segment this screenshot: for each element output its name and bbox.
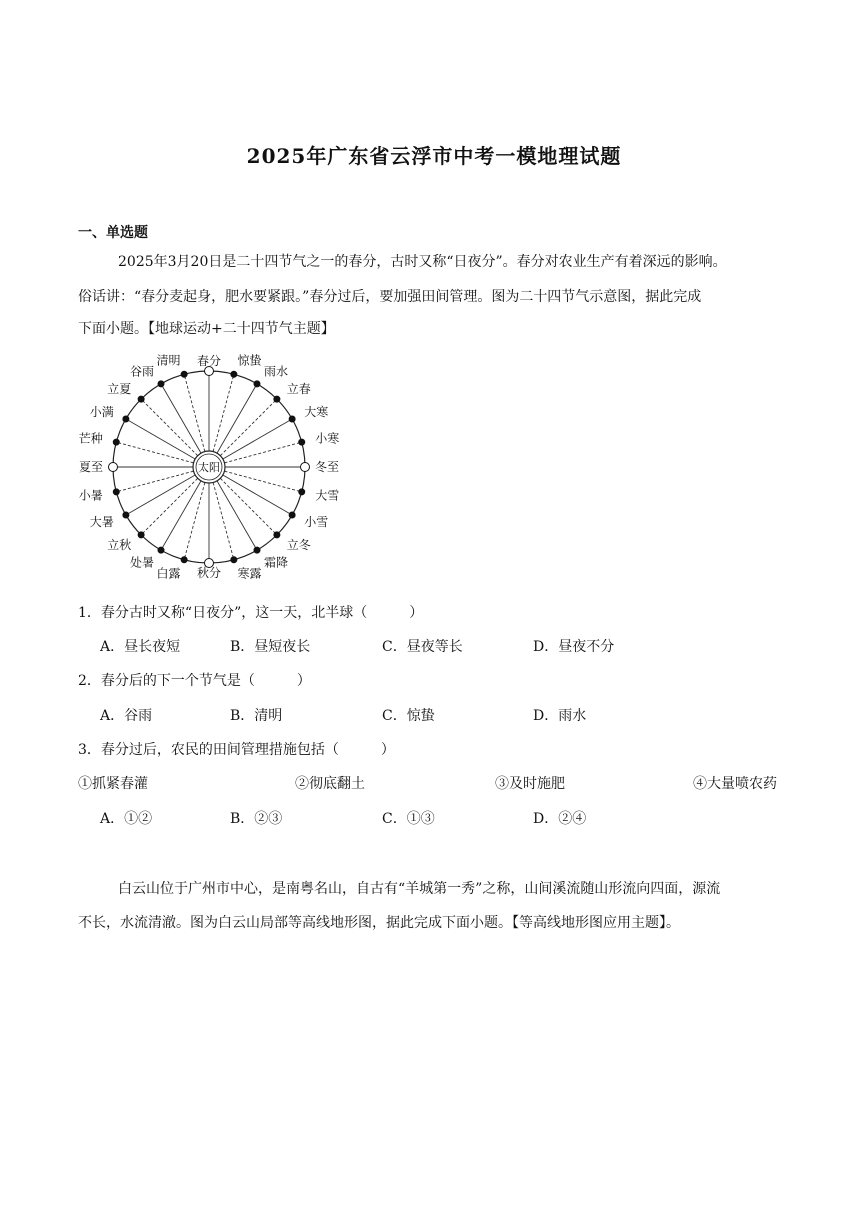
spoke-line — [213, 482, 234, 559]
term-label: 夏至 — [78, 460, 103, 474]
term-dot — [231, 557, 237, 563]
spoke-line — [220, 399, 277, 456]
page-title: 2025年广东省云浮市中考一模地理试题 — [246, 144, 622, 168]
spoke-line — [184, 482, 205, 559]
passage1-line-1: 2025年3月20日是二十四节气之一的春分，古时又称“日夜分”。春分对农业生产有着深远的影响。 — [118, 254, 727, 270]
q3-item-3: ③及时施肥 — [495, 776, 565, 792]
term-dot — [181, 371, 187, 377]
term-dot — [254, 547, 260, 553]
q2-option-d[interactable]: D．雨水 — [533, 708, 587, 724]
term-dot — [289, 512, 295, 518]
term-dot — [138, 532, 144, 538]
term-label: 雨水 — [264, 364, 289, 379]
term-dot — [123, 512, 129, 518]
term-dot — [301, 463, 310, 472]
question-3-stem: 3．春分过后，农民的田间管理措施包括（ ） — [78, 742, 395, 758]
spoke-line — [141, 399, 198, 456]
term-label: 立冬 — [286, 537, 311, 552]
term-label: 立夏 — [107, 382, 132, 397]
term-dot — [113, 439, 119, 445]
sun-label: 太阳 — [198, 461, 220, 474]
q1-option-d[interactable]: D．昼夜不分 — [533, 639, 615, 655]
term-dot — [181, 557, 187, 563]
term-dot — [158, 381, 164, 387]
term-label: 惊蛰 — [237, 353, 262, 368]
term-label: 白露 — [156, 566, 181, 581]
section-heading: 一、单选题 — [78, 225, 148, 241]
term-dot — [231, 371, 237, 377]
term-label: 小暑 — [78, 488, 103, 503]
term-dot — [113, 489, 119, 495]
q1-option-a[interactable]: A．昼长夜短 — [100, 639, 181, 655]
term-label: 大雪 — [315, 488, 340, 503]
term-dot — [109, 463, 118, 472]
q3-option-a[interactable]: A．①② — [100, 811, 153, 827]
term-label: 冬至 — [315, 460, 340, 474]
question-2-stem: 2．春分后的下一个节气是（ ） — [78, 673, 311, 689]
q3-item-4: ④大量喷农药 — [693, 776, 777, 792]
passage2-line-2: 不长，水流清澈。图为白云山局部等高线地形图，据此完成下面小题。【等高线地形图应用主题】。 — [78, 915, 680, 931]
term-label: 大暑 — [89, 515, 114, 529]
q3-item-2: ②彻底翻土 — [295, 776, 365, 792]
q2-option-c[interactable]: C．惊蛰 — [382, 708, 435, 724]
spoke-line — [184, 374, 205, 451]
term-dot — [299, 439, 305, 445]
passage2-line-1: 白云山位于广州市中心，是南粤名山，自古有“羊城第一秀”之称，山间溪流随山形流向四面，源流 — [118, 881, 721, 897]
term-label: 清明 — [156, 353, 181, 368]
spoke-line — [116, 442, 193, 463]
term-label: 寒露 — [237, 566, 262, 581]
term-dot — [289, 416, 295, 422]
q3-option-d[interactable]: D．②④ — [533, 811, 587, 827]
q2-option-a[interactable]: A．谷雨 — [100, 708, 153, 724]
term-dot — [274, 396, 280, 402]
spoke-line — [213, 374, 234, 451]
spoke-line — [224, 471, 301, 492]
q1-option-b[interactable]: B．昼短夜长 — [230, 639, 311, 655]
q1-option-c[interactable]: C．昼夜等长 — [382, 639, 463, 655]
q2-option-b[interactable]: B．清明 — [230, 708, 283, 724]
term-dot — [299, 489, 305, 495]
spoke-line — [224, 442, 301, 463]
term-label: 小满 — [89, 405, 114, 419]
term-dot — [138, 396, 144, 402]
term-label: 大寒 — [304, 405, 329, 419]
term-label: 立秋 — [107, 537, 132, 552]
q3-option-b[interactable]: B．②③ — [230, 811, 283, 827]
term-label: 小雪 — [304, 515, 329, 529]
term-label: 处暑 — [129, 555, 154, 570]
passage1-line-3: 下面小题。【地球运动+二十四节气主题】 — [78, 321, 335, 337]
term-label: 秋分 — [196, 566, 222, 580]
term-label: 霜降 — [264, 555, 289, 570]
passage1-line-2: 俗话讲：“春分麦起身，肥水要紧跟。”春分过后，要加强田间管理。图为二十四节气示意图，据此完成 — [78, 289, 702, 305]
q3-option-c[interactable]: C．①③ — [382, 811, 435, 827]
q3-item-1: ①抓紧春灌 — [78, 776, 148, 792]
term-dot — [274, 532, 280, 538]
term-dot — [254, 381, 260, 387]
term-label: 小寒 — [315, 431, 340, 446]
solar-terms-diagram — [70, 345, 360, 590]
spoke-line — [116, 471, 193, 492]
term-label: 谷雨 — [129, 364, 154, 379]
term-dot — [123, 416, 129, 422]
term-label: 春分 — [196, 354, 222, 368]
spoke-line — [220, 478, 277, 535]
term-dot — [158, 547, 164, 553]
term-label: 芒种 — [78, 431, 103, 446]
spoke-line — [141, 478, 198, 535]
question-1-stem: 1．春分古时又称“日夜分”，这一天，北半球（ ） — [78, 605, 424, 621]
term-label: 立春 — [286, 382, 311, 397]
